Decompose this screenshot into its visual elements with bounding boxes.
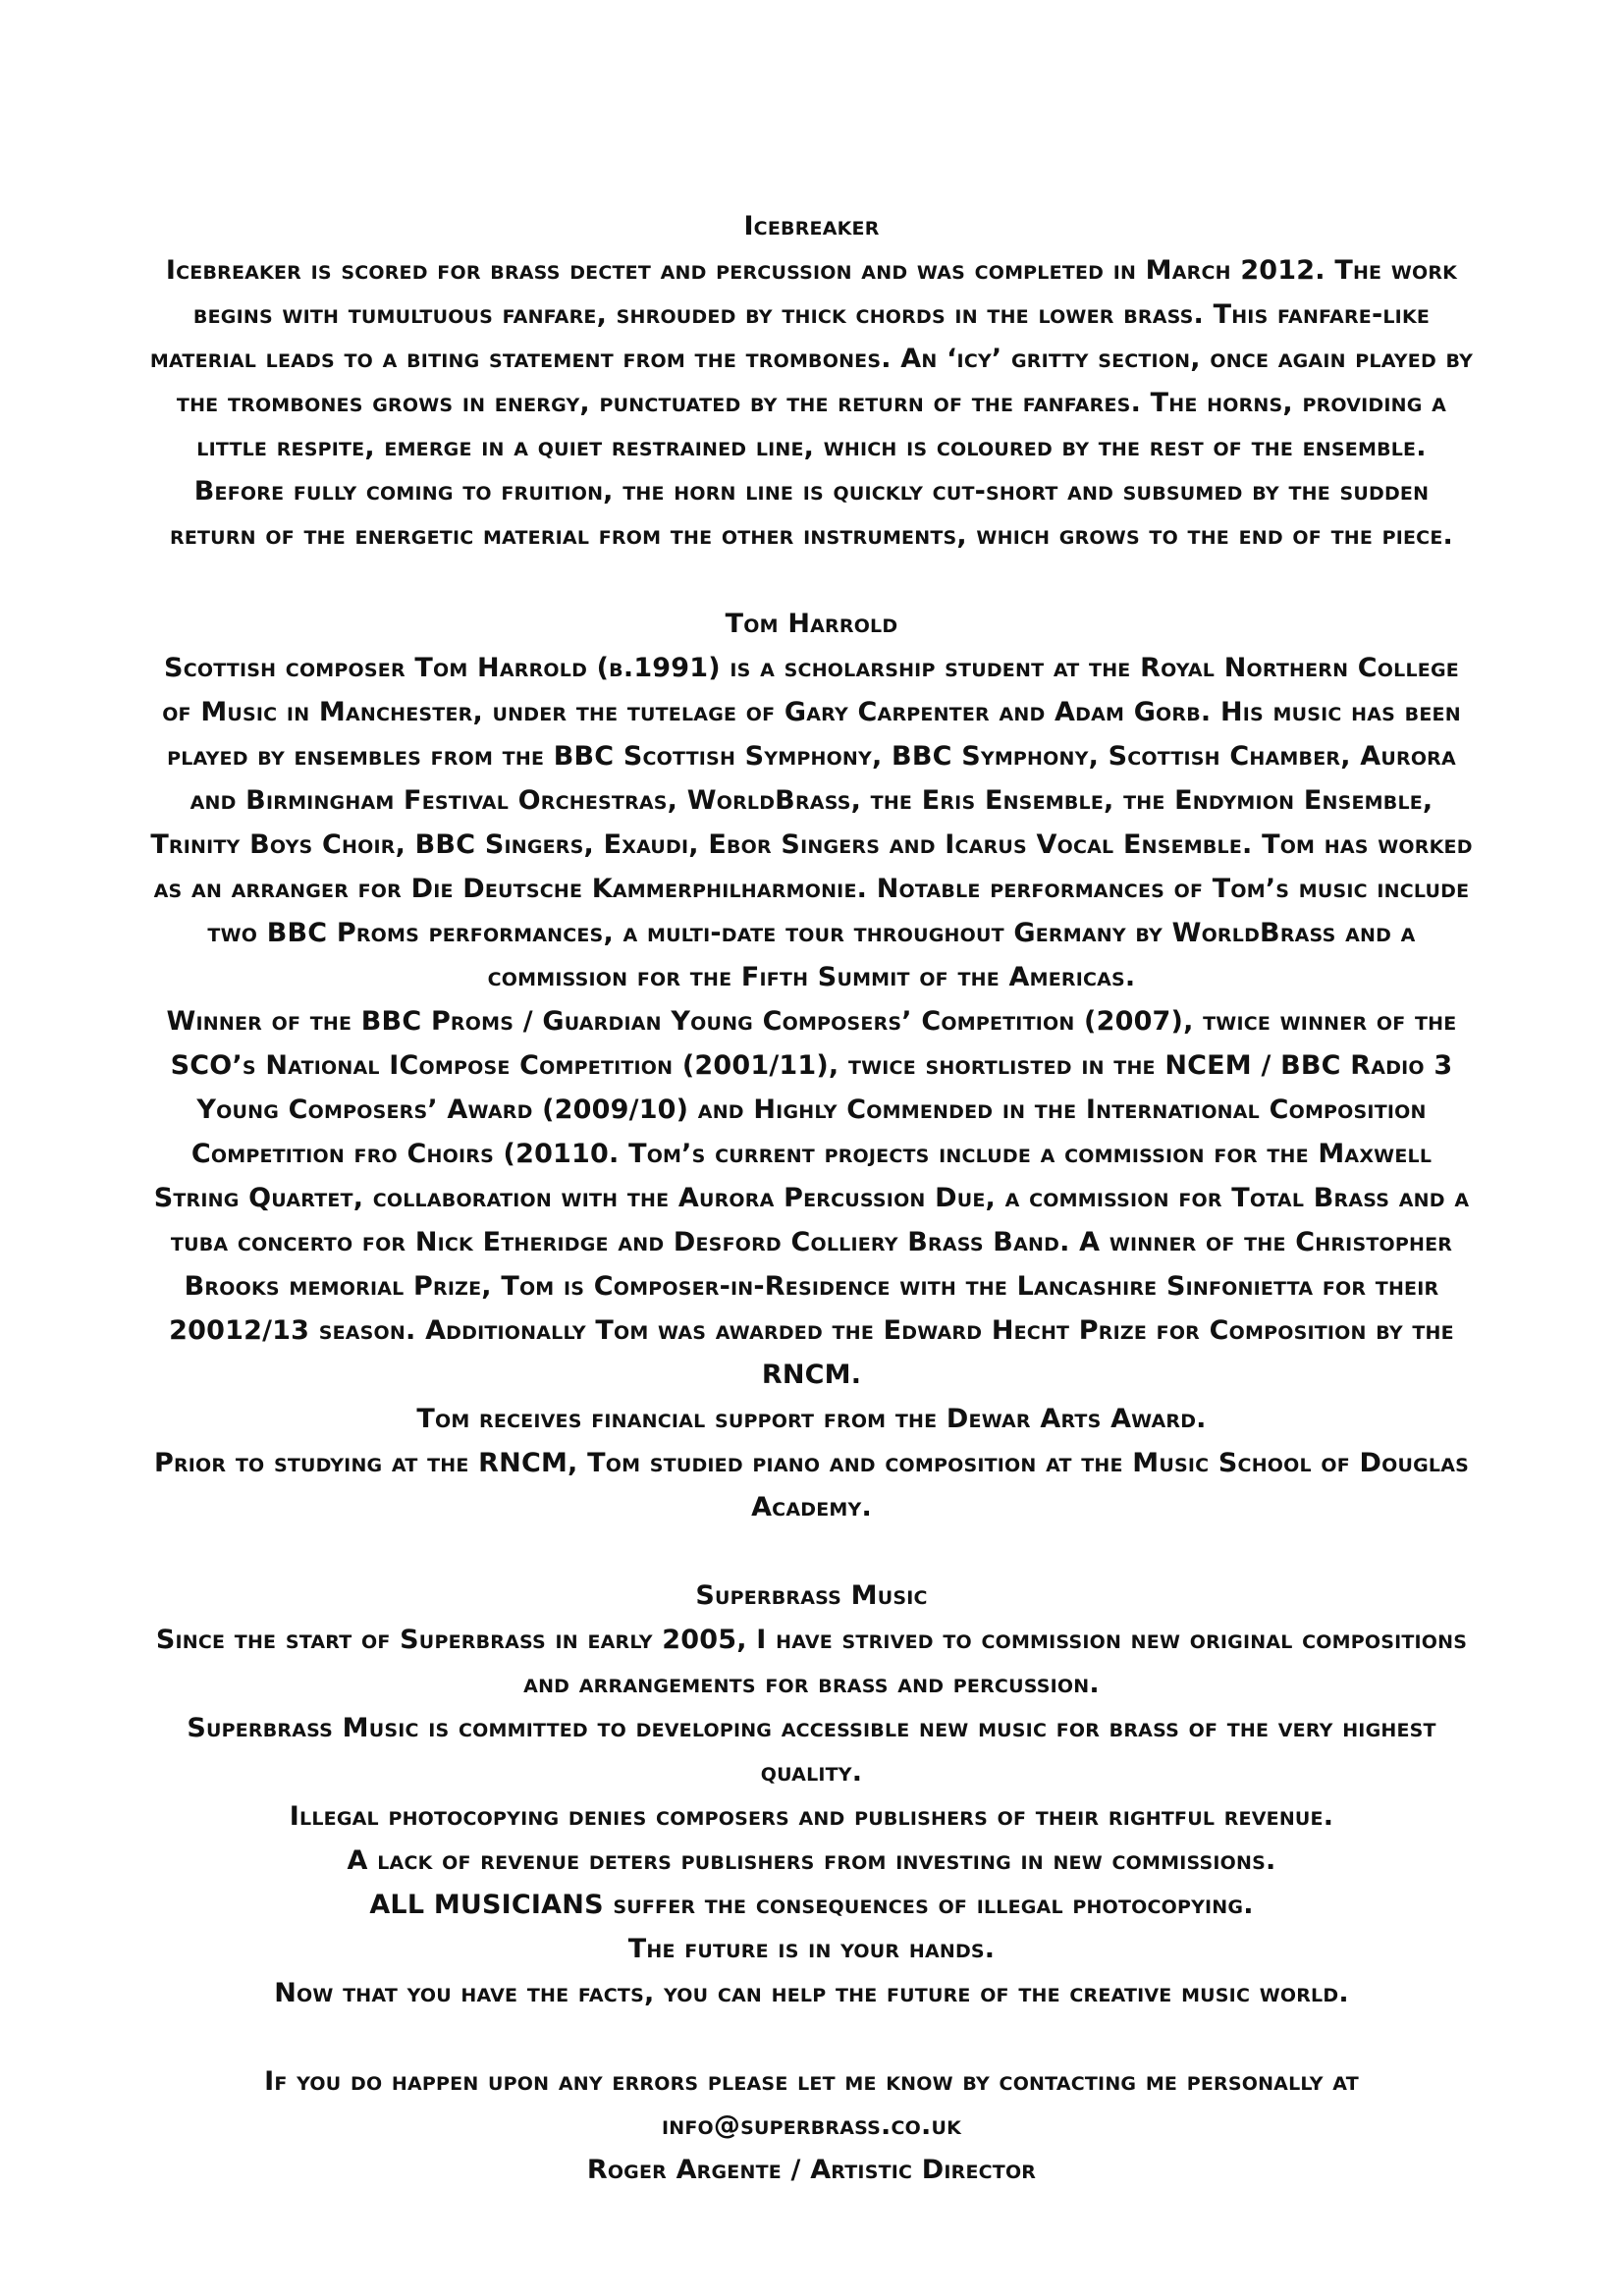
publisher-line-6: The future is in your hands. [627,1934,996,1964]
composer-bio-paragraph-1: Scottish composer Tom Harrold (b.1991) is a scholarship student at the Royal Northern College of Music in Manchester, under the tutelage of Gary Carpenter and Adam Gorb. His music has been played by ensembles from the BBC Scottish Symphony, BBC Symphony, Scottish Chamber, Aurora and Birmingham Festival Orchestras, WorldBrass, the Eris Ensemble, the Endymion Ensemble, Trinity Boys Choir, BBC Singers, Exaudi, Ebor Singers and Icarus Vocal Ensemble. Tom has worked as an arranger for Die Deutsche Kammerphilharmonie. Notable performances of Tom’s music include two BBC Proms performances, a multi-date tour throughout Germany by WorldBrass and a commission for the Fifth Summit of the Americas. [150,653,1473,992]
contact-email: info@superbrass.co.uk [661,2110,962,2141]
contact-section [147,2059,1476,2192]
composer-bio-paragraph-2: Winner of the BBC Proms / Guardian Young Composers’ Competition (2007), twice winner of the SCO’s National ICompose Competition (2001/11), twice shortlisted in the NCEM / BBC Radio 3 Young Composers’ Award (2009/10) and Highly Commended in the International Composition Competition fro Choirs (20110. Tom’s current projects include a commission for the Maxwell String Quartet, collaboration with the Aurora Percussion Due, a commission for Total Brass and a tuba concerto for Nick Etheridge and Desford Colliery Brass Band. A winner of the Christopher Brooks memorial Prize, Tom is Composer-in-Residence with the Lancashire Sinfonietta for their 20012/13 season. Additionally Tom was awarded the Edward Hecht Prize for Composition by the RNCM. [153,1006,1470,1390]
publisher-line-5 [147,1883,1476,1927]
composer-title: Tom Harrold [725,609,898,639]
publisher-line-3: Illegal photocopying denies composers and publishers of their rightful revenue. [289,1801,1334,1832]
page-content [147,204,1476,2192]
publisher-section [147,1574,1476,2015]
spacer [147,2015,1476,2059]
composer-bio-paragraph-4: Prior to studying at the RNCM, Tom studied piano and composition at the Music School of Douglas Academy. [153,1448,1470,1522]
publisher-line-4: A lack of revenue deters publishers from investing in new commissions. [347,1845,1276,1876]
composer-section [147,602,1476,1529]
publisher-line-7: Now that you have the facts, you can help the future of the creative music world. [274,1978,1349,2008]
publisher-line-5-rest: suffer the consequences of illegal photocopying. [603,1890,1254,1920]
icebreaker-title: Icebreaker [743,211,880,241]
publisher-line-5-emphasis: ALL MUSICIANS [369,1890,604,1920]
signature: Roger Argente / Artistic Director [586,2155,1037,2185]
publisher-title: Superbrass Music [695,1580,928,1611]
composer-bio-paragraph-3: Tom receives financial support from the Dewar Arts Award. [416,1404,1207,1434]
spacer [147,558,1476,602]
publisher-line-1: Since the start of Superbrass in early 2005, I have strived to commission new original compositions and arrangements for brass and percussion. [155,1625,1468,1699]
icebreaker-description: Icebreaker is scored for brass dectet and percussion and was completed in March 2012. The work begins with tumultuous fanfare, shrouded by thick chords in the lower brass. This fanfare-like material leads to a biting statement from the trombones. An ‘icy’ gritty section, once again played by the trombones grows in energy, punctuated by the return of the fanfares. The horns, providing a little respite, emerge in a quiet restrained line, which is coloured by the rest of the ensemble. Before fully coming to fruition, the horn line is quickly cut-short and subsumed by the sudden return of the energetic material from the other instruments, which grows to the end of the piece. [149,255,1474,551]
spacer [147,1529,1476,1574]
publisher-line-2: Superbrass Music is committed to developing accessible new music for brass of the very highest quality. [187,1713,1436,1788]
contact-line: If you do happen upon any errors please let me know by contacting me personally at [264,2066,1359,2097]
icebreaker-section [147,204,1476,558]
